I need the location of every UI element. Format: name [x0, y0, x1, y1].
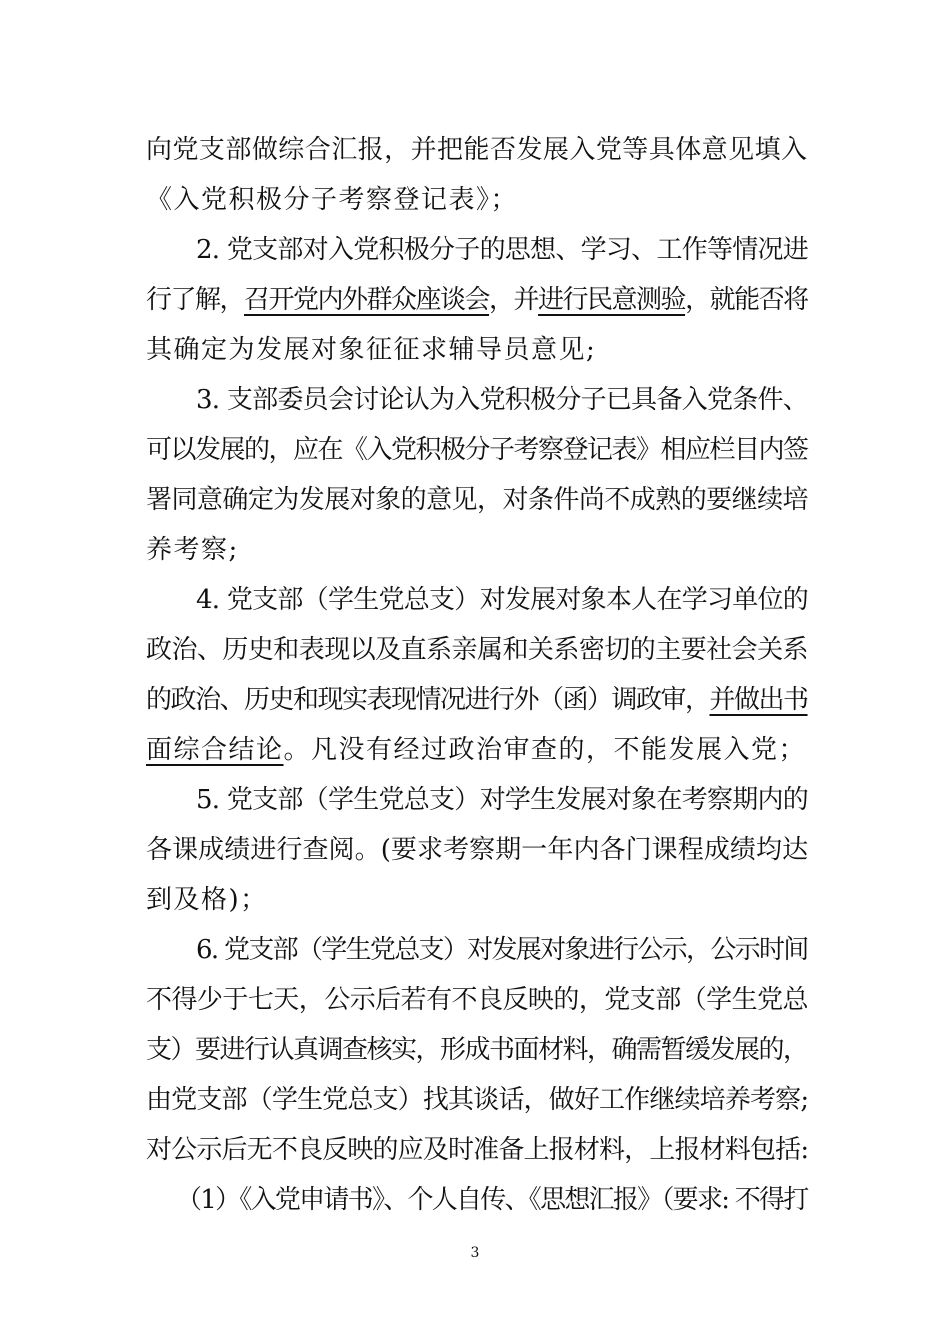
text-line: 《入党积极分子考察登记表》；	[146, 185, 519, 215]
text-line: 到及格)；	[146, 885, 268, 915]
text-line: 支）要进行认真调查核实，形成书面材料，确需暂缓发展的，	[146, 1035, 808, 1065]
text-line: 各课成绩进行查阅。(要求考察期一年内各门课程成绩均达	[146, 835, 809, 865]
text-line: 由党支部（学生党总支）找其谈话，做好工作继续培养考察;	[146, 1085, 809, 1115]
page-number: 3	[470, 1245, 480, 1261]
underlined-phrase: 面综合结论	[146, 735, 284, 765]
text-line: 4. 党支部（学生党总支）对发展对象本人在学习单位的	[196, 585, 809, 615]
text-line: 行了解，召开党内外群众座谈会，并进行民意测验，就能否将	[146, 285, 808, 315]
text-line: 的政治、历史和现实表现情况进行外（函）调政审，并做出书	[146, 685, 808, 715]
text-line: 面综合结论。凡没有经过政治审查的，不能发展入党；	[146, 735, 807, 765]
underlined-phrase: 并做出书	[709, 685, 808, 715]
text-line: 不得少于七天，公示后若有不良反映的，党支部（学生党总	[146, 985, 809, 1015]
text-line: 对公示后无不良反映的应及时准备上报材料，上报材料包括:	[146, 1135, 809, 1165]
text-line: 其确定为发展对象征征求辅导员意见;	[146, 335, 597, 365]
text-line: 可以发展的，应在《入党积极分子考察登记表》相应栏目内签	[146, 435, 808, 465]
text-line: 5. 党支部（学生党总支）对学生发展对象在考察期内的	[196, 785, 809, 815]
underlined-phrase: 进行民意测验	[538, 285, 686, 315]
text-line: 署同意确定为发展对象的意见，对条件尚不成熟的要继续培	[146, 485, 809, 515]
text-line: 2. 党支部对入党积极分子的思想、学习、工作等情况进	[196, 235, 809, 265]
text-line: 政治、历史和表现以及直系亲属和关系密切的主要社会关系	[146, 635, 809, 665]
text-line: 3. 支部委员会讨论认为入党积极分子已具备入党条件、	[196, 385, 809, 415]
text-line: 养考察;	[146, 535, 239, 565]
text-line: （1）《入党申请书》、个人自传、《思想汇报》（要求: 不得打	[176, 1185, 808, 1215]
text-line: 向党支部做综合汇报，并把能否发展入党等具体意见填入	[146, 135, 808, 165]
text-line: 6. 党支部（学生党总支）对发展对象进行公示，公示时间	[196, 935, 808, 965]
underlined-phrase: 召开党内外群众座谈会	[244, 285, 490, 315]
